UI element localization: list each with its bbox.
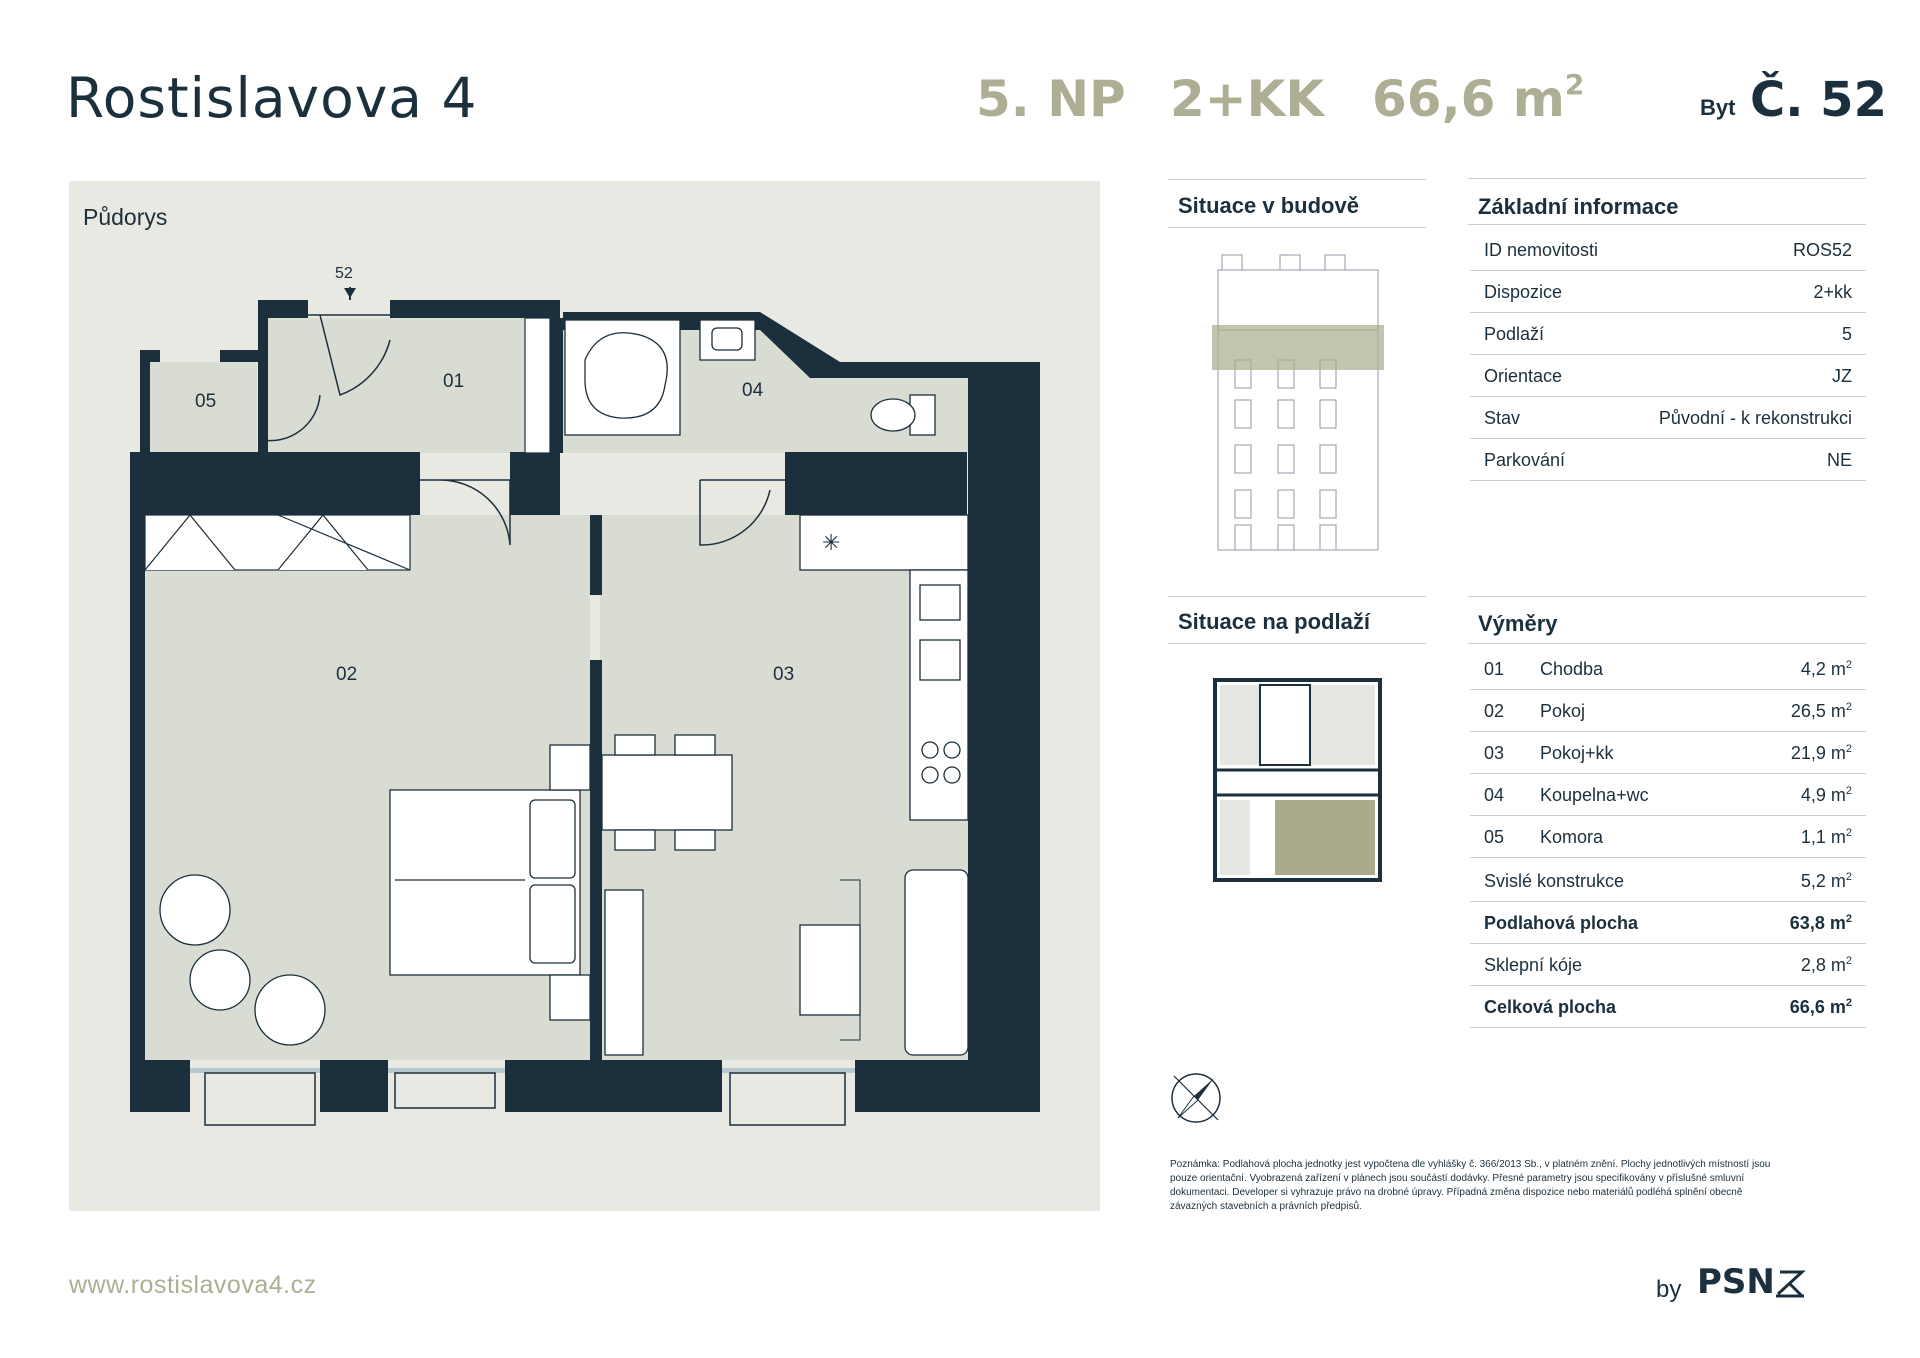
info-key: Stav bbox=[1484, 408, 1521, 428]
psn-logo-icon bbox=[1772, 1268, 1808, 1300]
rule bbox=[1168, 643, 1426, 644]
areas-title: Výměry bbox=[1478, 611, 1558, 636]
area-unit: m bbox=[1829, 997, 1846, 1017]
room-label-04: 04 bbox=[742, 380, 764, 401]
total-value bbox=[1801, 871, 1852, 892]
byt-label: Byt bbox=[1700, 95, 1736, 120]
info-key: Parkování bbox=[1484, 450, 1566, 470]
area-value: 66,6 m bbox=[1372, 70, 1565, 128]
info-row bbox=[1470, 312, 1866, 355]
rule bbox=[1468, 224, 1866, 225]
info-row bbox=[1470, 438, 1866, 481]
rule bbox=[1468, 643, 1866, 644]
area-label bbox=[1372, 70, 1584, 128]
area-name: Chodba bbox=[1540, 659, 1604, 679]
area-value bbox=[1791, 743, 1852, 764]
area-unit: m bbox=[1830, 955, 1846, 975]
total-value bbox=[1790, 997, 1852, 1018]
area-unit-sup: 2 bbox=[1845, 997, 1852, 1009]
area-unit-sup: 2 bbox=[1845, 827, 1852, 839]
area-value bbox=[1801, 659, 1852, 680]
svg-text:✳: ✳ bbox=[822, 531, 841, 556]
area-row bbox=[1470, 689, 1866, 732]
info-value: 5 bbox=[1841, 324, 1852, 344]
area-unit: m bbox=[1830, 827, 1846, 847]
area-unit-sup: 2 bbox=[1845, 785, 1852, 797]
area-number: 4,2 bbox=[1800, 659, 1826, 679]
info-key: Dispozice bbox=[1484, 282, 1563, 302]
total-number: 63,8 bbox=[1789, 913, 1825, 933]
total-row bbox=[1470, 943, 1866, 986]
area-unit-sup: 2 bbox=[1845, 955, 1852, 967]
info-row bbox=[1470, 354, 1866, 397]
area-number: 26,5 bbox=[1790, 701, 1826, 721]
info-row bbox=[1470, 228, 1866, 271]
area-unit-sup: 2 bbox=[1845, 743, 1852, 755]
total-value bbox=[1801, 955, 1852, 976]
info-row bbox=[1470, 396, 1866, 439]
rule bbox=[1168, 596, 1426, 597]
plan-title: Půdorys bbox=[83, 204, 168, 230]
by-label: by bbox=[1656, 1276, 1682, 1303]
area-num: 01 bbox=[1484, 659, 1505, 679]
area-number: 4,9 bbox=[1800, 785, 1826, 805]
compass-icon bbox=[1168, 1070, 1224, 1126]
area-unit: m bbox=[1830, 743, 1846, 763]
area-value bbox=[1801, 785, 1852, 806]
total-name: Svislé konstrukce bbox=[1484, 871, 1625, 891]
info-value: 2+kk bbox=[1813, 282, 1852, 302]
area-unit: m bbox=[1830, 871, 1846, 891]
situation-building-title: Situace v budově bbox=[1178, 193, 1359, 218]
room-01-floor bbox=[268, 318, 550, 453]
area-unit: m bbox=[1830, 659, 1846, 679]
area-value bbox=[1801, 827, 1852, 848]
area-row bbox=[1470, 773, 1866, 816]
total-name: Celková plocha bbox=[1484, 997, 1617, 1017]
rule bbox=[1468, 596, 1866, 597]
total-number: 5,2 bbox=[1800, 871, 1826, 891]
info-value: JZ bbox=[1832, 366, 1852, 386]
area-unit: m bbox=[1830, 701, 1846, 721]
total-row bbox=[1470, 901, 1866, 944]
info-key: Podlaží bbox=[1484, 324, 1545, 344]
area-number: 21,9 bbox=[1790, 743, 1826, 763]
area-name: Komora bbox=[1540, 827, 1604, 847]
area-number: 1,1 bbox=[1800, 827, 1826, 847]
byt-number: Č. 52 bbox=[1750, 72, 1887, 128]
area-name: Koupelna+wc bbox=[1540, 785, 1649, 805]
company-logo: PSN bbox=[1697, 1262, 1775, 1302]
area-value bbox=[1791, 701, 1852, 722]
situation-floor-title: Situace na podlaží bbox=[1178, 609, 1370, 634]
total-name: Podlahová plocha bbox=[1484, 913, 1639, 933]
area-sup: 2 bbox=[1564, 68, 1585, 101]
website-link[interactable]: www.rostislavova4.cz bbox=[69, 1271, 317, 1299]
entrance-number: 52 bbox=[335, 265, 353, 282]
floor-label: 5. NP bbox=[976, 70, 1126, 128]
area-unit: m bbox=[1829, 913, 1846, 933]
info-value: Původní - k rekonstrukci bbox=[1658, 408, 1852, 428]
info-value: NE bbox=[1826, 450, 1852, 470]
total-number: 2,8 bbox=[1800, 955, 1826, 975]
area-name: Pokoj+kk bbox=[1540, 743, 1614, 763]
rule bbox=[1168, 227, 1426, 228]
info-key: ID nemovitosti bbox=[1484, 240, 1599, 260]
info-key: Orientace bbox=[1484, 366, 1563, 386]
area-unit: m bbox=[1830, 785, 1846, 805]
total-value bbox=[1790, 913, 1852, 934]
room-label-03: 03 bbox=[773, 664, 795, 685]
area-num: 05 bbox=[1484, 827, 1505, 847]
area-unit-sup: 2 bbox=[1845, 659, 1852, 671]
area-row bbox=[1470, 647, 1866, 690]
area-num: 03 bbox=[1484, 743, 1505, 763]
floor-situation-image bbox=[1210, 670, 1395, 885]
area-row bbox=[1470, 815, 1866, 858]
info-value: ROS52 bbox=[1792, 240, 1852, 260]
building-elevation-image bbox=[1210, 250, 1390, 560]
rule bbox=[1468, 178, 1866, 179]
area-unit-sup: 2 bbox=[1845, 701, 1852, 713]
total-row bbox=[1470, 859, 1866, 902]
area-unit-sup: 2 bbox=[1845, 913, 1852, 925]
room-label-05: 05 bbox=[195, 391, 217, 412]
area-name: Pokoj bbox=[1540, 701, 1586, 721]
area-num: 02 bbox=[1484, 701, 1505, 721]
total-row bbox=[1470, 985, 1866, 1028]
unit-floor-highlight bbox=[1212, 325, 1384, 370]
area-unit-sup: 2 bbox=[1845, 871, 1852, 883]
room-label-01: 01 bbox=[443, 371, 465, 392]
rule bbox=[1168, 179, 1426, 180]
area-row bbox=[1470, 731, 1866, 774]
area-num: 04 bbox=[1484, 785, 1505, 805]
layout-label: 2+KK bbox=[1170, 70, 1325, 128]
total-name: Sklepní kóje bbox=[1484, 955, 1583, 975]
info-row bbox=[1470, 270, 1866, 313]
legal-note: Poznámka: Podlahová plocha jednotky jest vypočtena dle vyhlášky č. 366/2013 Sb., v platném znění. Plochy jednotlivých místností jsou pouze orientační. Vyobrazená zařízení v plánech jsou součástí dodávky. Přesné parametry jsou specifikovány v příslušné smluvní dokumentaci. Developer si vyhrazuje právo na drobné úpravy. Případná změna dispozice nebo materiálů podléhá splnění obecně závazných stavebních a právních předpisů. bbox=[1170, 1159, 1771, 1212]
basic-info-title: Základní informace bbox=[1478, 194, 1679, 219]
total-number: 66,6 bbox=[1789, 997, 1825, 1017]
room-label-02: 02 bbox=[336, 664, 358, 685]
brand-title: Rostislavova 4 bbox=[66, 66, 478, 130]
